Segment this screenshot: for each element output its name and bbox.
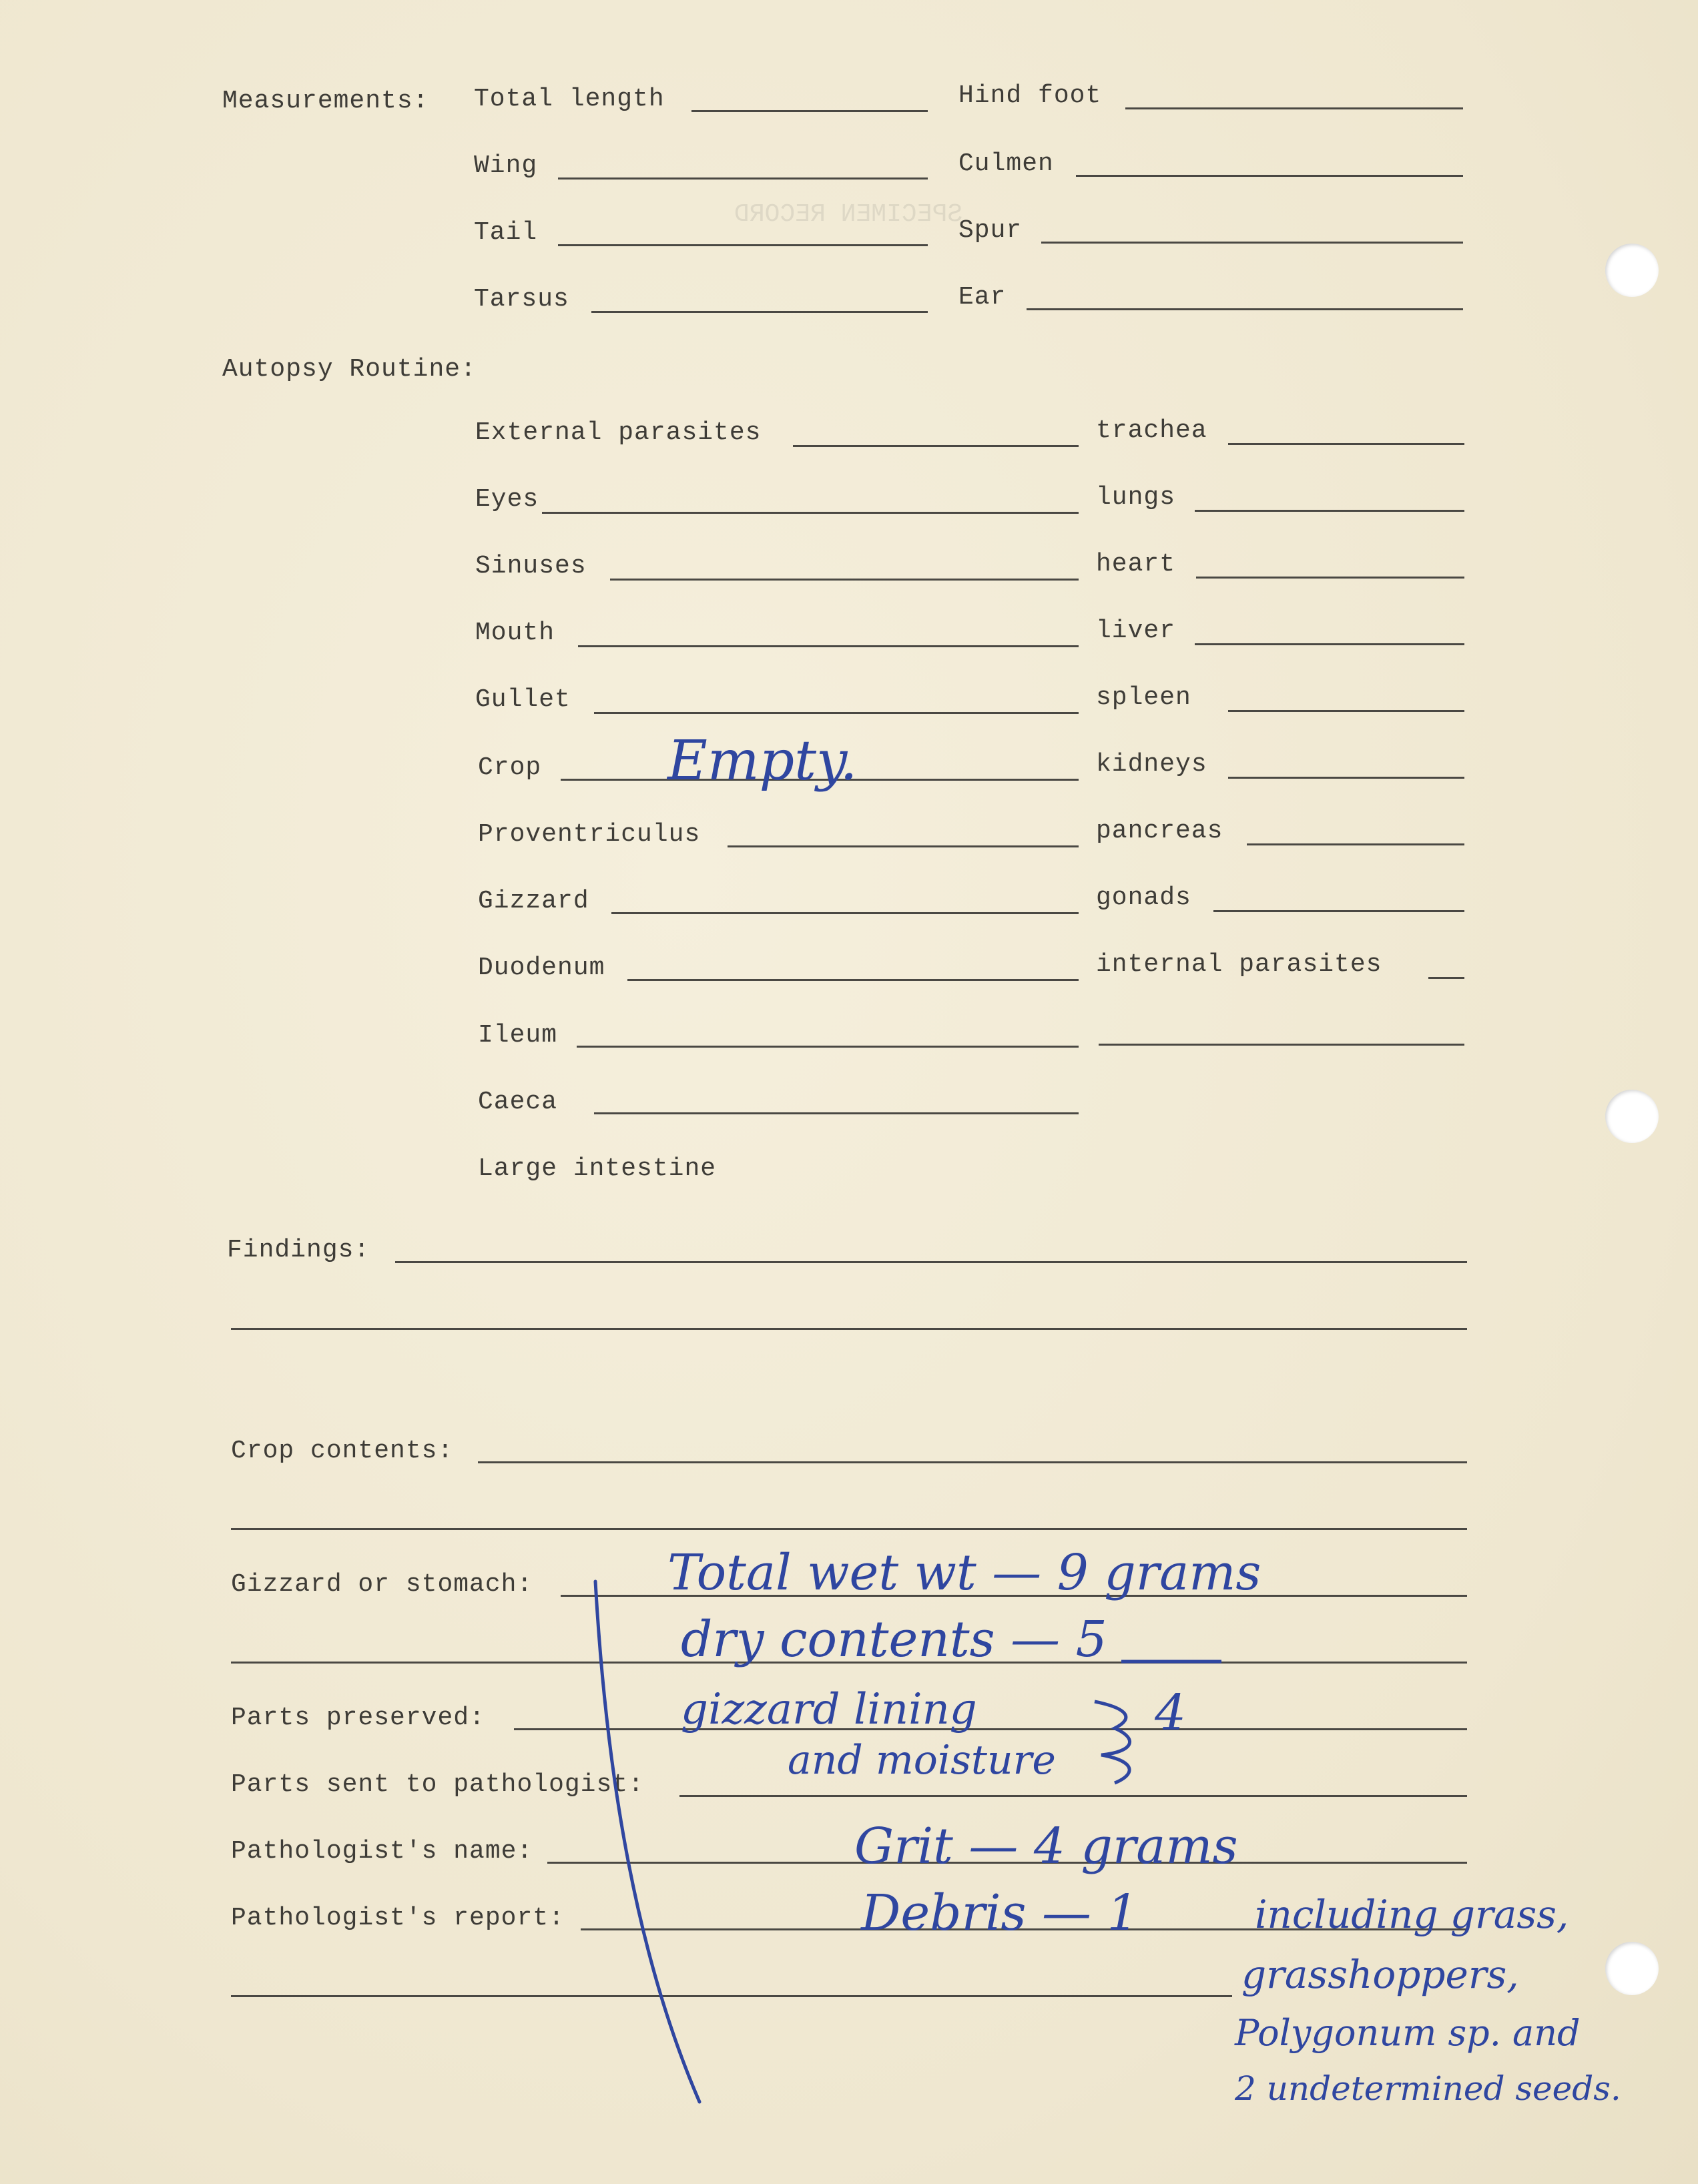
gullet-label: Gullet bbox=[475, 685, 571, 714]
sinuses-label: Sinuses bbox=[475, 552, 587, 581]
ear-label: Ear bbox=[958, 283, 1007, 312]
handwriting-debris: Debris — 1 bbox=[861, 1884, 1139, 1942]
liver-label: liver bbox=[1096, 617, 1176, 645]
lungs-label: lungs bbox=[1096, 483, 1176, 512]
handwriting-grit: Grit — 4 grams bbox=[854, 1818, 1238, 1875]
large-intestine-label: Large intestine bbox=[478, 1154, 717, 1183]
trachea-label: trachea bbox=[1096, 416, 1207, 445]
handwriting-note-grass: including grass, bbox=[1255, 1892, 1569, 1937]
autopsy-routine-label: Autopsy Routine: bbox=[222, 355, 477, 384]
mouth-label: Mouth bbox=[475, 619, 555, 647]
spleen-label: spleen bbox=[1096, 683, 1191, 712]
handwriting-dry-contents: dry contents — 5 bbox=[681, 1611, 1107, 1668]
handwriting-note-seeds: 2 undetermined seeds. bbox=[1235, 2069, 1621, 2108]
crop-label: Crop bbox=[478, 753, 542, 782]
handwriting-note-grasshoppers: grasshoppers, bbox=[1241, 1952, 1519, 1997]
findings-label: Findings: bbox=[227, 1236, 370, 1264]
handwriting-brace-value: 4 bbox=[1155, 1684, 1187, 1742]
handwriting-gizzard-lining: gizzard lining bbox=[681, 1685, 977, 1734]
handwriting-and-moisture: and moisture bbox=[788, 1737, 1056, 1784]
caeca-label: Caeca bbox=[478, 1088, 558, 1116]
proventriculus-label: Proventriculus bbox=[478, 820, 701, 849]
measurements-label: Measurements: bbox=[222, 87, 429, 115]
culmen-label: Culmen bbox=[958, 149, 1054, 178]
tarsus-label: Tarsus bbox=[474, 285, 569, 314]
gizzard-label: Gizzard bbox=[478, 887, 589, 916]
ileum-label: Ileum bbox=[478, 1021, 558, 1050]
heart-label: heart bbox=[1096, 550, 1176, 579]
duodenum-label: Duodenum bbox=[478, 954, 605, 982]
external-parasites-label: External parasites bbox=[475, 418, 762, 447]
pathologist-name-label: Pathologist's name: bbox=[231, 1837, 533, 1866]
gizzard-or-stomach-label: Gizzard or stomach: bbox=[231, 1570, 533, 1599]
tail-label: Tail bbox=[474, 218, 538, 247]
spur-label: Spur bbox=[958, 216, 1023, 245]
handwriting-total-wet-weight: Total wet wt — 9 grams bbox=[667, 1544, 1261, 1601]
handwriting-note-polygonum: Polygonum sp. and bbox=[1235, 2012, 1581, 2054]
bleed-through-text: SPECIMEN RECORD bbox=[734, 200, 963, 229]
pathologist-report-label: Pathologist's report: bbox=[231, 1904, 565, 1932]
total-length-label: Total length bbox=[474, 85, 665, 113]
crop-contents-label: Crop contents: bbox=[231, 1437, 454, 1465]
gonads-label: gonads bbox=[1096, 883, 1191, 912]
crop-handwritten-value: Empty. bbox=[667, 729, 858, 793]
internal-parasites-label: internal parasites bbox=[1096, 950, 1382, 979]
wing-label: Wing bbox=[474, 151, 538, 180]
hind-foot-label: Hind foot bbox=[958, 81, 1102, 110]
parts-preserved-label: Parts preserved: bbox=[231, 1704, 485, 1732]
parts-sent-label: Parts sent to pathologist: bbox=[231, 1770, 644, 1799]
kidneys-label: kidneys bbox=[1096, 750, 1207, 779]
eyes-label: Eyes bbox=[475, 485, 539, 514]
pancreas-label: pancreas bbox=[1096, 817, 1223, 845]
